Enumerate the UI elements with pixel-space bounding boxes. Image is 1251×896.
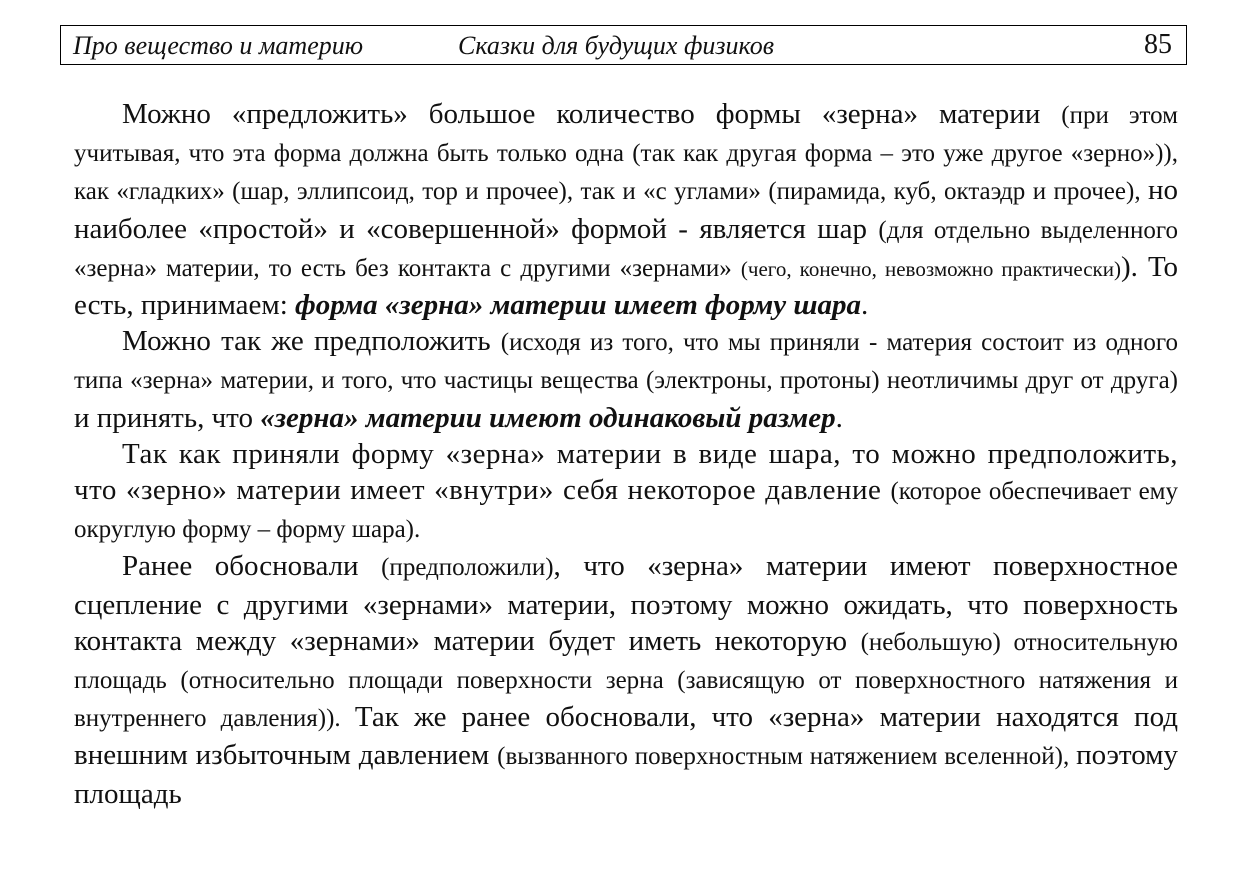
paragraph-4: Ранее обосновали (предположили), что «зерна» материи имеют поверхностное сцепление с другими «зернами» материи, поэтому можно ожидать, что поверхность контакта между «зернами» материи будет иметь некоторую (небольшую) относительную площадь (относительно площади поверхности зерна (зависящую от поверхностного натяжения и внутреннего давления)). Так же ранее обосновали, что «зерна» материи находятся под внешним избыточным давлением (вызванного поверхностным натяжением вселенной), поэтому площадь (74, 550, 1178, 810)
emphasis-size: «зерна» материи имеют одинаковый размер (260, 401, 836, 434)
header-book-section: Про вещество и материю (73, 31, 364, 60)
running-header (60, 25, 1187, 65)
page-body (74, 96, 1178, 812)
paragraph-1: Можно «предложить» большое количество формы «зерна» материи (при этом учитывая, что эта форма должна быть только одна (так как другая форма – это уже другое «зерно»)), как «гладких» (шар, эллипсоид, тор и прочее), так и «с углами» (пирамида, куб, октаэдр и прочее), но наиболее «простой» и «совершенной» формой - является шар (для отдельно выделенного «зерна» материи, то есть без контакта с другими «зернами» (чего, конечно, невозможно практически)). То есть, принимаем: форма «зерна» материи имеет форму шара. (74, 98, 1179, 322)
emphasis-shape: форма «зерна» материи имеет форму шара (295, 289, 862, 322)
header-book-title: Сказки для будущих физиков (458, 31, 775, 60)
paragraph-3: Так как приняли форму «зерна» материи в виде шара, то можно предположить, что «зерно» материи имеет «внутри» себя некоторое давление (которое обеспечивает ему округлую форму – форму шара). (74, 437, 1178, 544)
paragraph-2: Можно так же предположить (исходя из того, что мы приняли - материя состоит из одного типа «зерна» материи, и того, что частицы вещества (электроны, протоны) неотличимы друг от друга) и принять, что «зерна» материи имеют одинаковый размер. (74, 325, 1178, 434)
page-number: 85 (1144, 29, 1172, 60)
